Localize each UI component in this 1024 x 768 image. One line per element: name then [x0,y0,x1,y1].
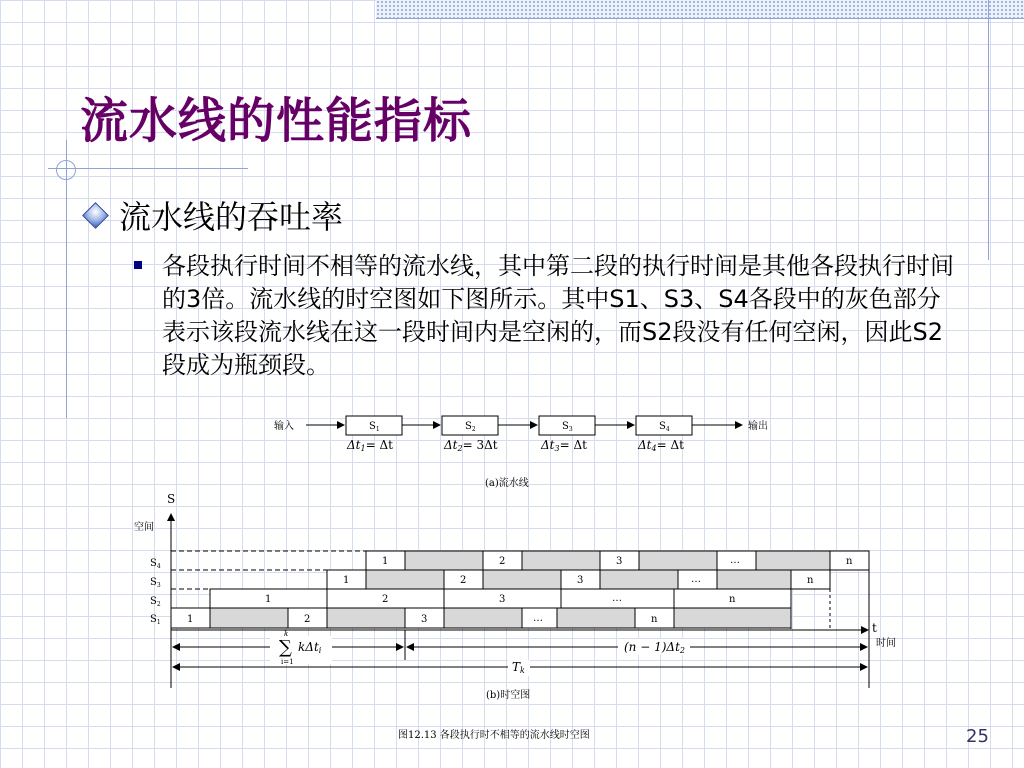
st-task-label: … [730,555,740,566]
st-task-label: n [846,556,853,567]
st-idle-cell [756,551,830,570]
stage-name-s2: $S_2$ [465,421,476,433]
st-idle-cell [210,608,288,628]
st-idle-cell [366,570,444,589]
st-idle-cell [444,608,522,628]
st-task-label: n [729,594,736,605]
st-idle-cell [639,551,717,570]
y-axis-top-label: S [167,492,176,506]
st-task-label: 3 [499,594,506,605]
st-task-label: 1 [382,556,389,567]
stage-name-s3: $S_3$ [562,421,573,433]
x-axis-sub-label: 时间 [876,638,896,649]
sum-sigma: ∑ [279,637,292,658]
sum-label: kΔti [298,640,322,655]
st-task-label: n [651,614,658,625]
stage-time-s1: Δt1= Δt [347,438,393,453]
row-label-s3: $S_3$ [150,577,161,589]
st-idle-cell [674,608,791,628]
st-task-label: … [691,574,701,585]
st-idle-cell [327,608,405,628]
st-task-label: 1 [187,614,194,625]
row-label-s1: $S_1$ [150,614,161,626]
stage-time-s4: Δt4= Δt [638,438,684,453]
st-task-label: 2 [304,614,311,625]
row-label-s2: $S_2$ [150,596,161,608]
st-idle-cell [717,570,791,589]
stage-time-s2: Δt2= 3Δt [444,438,498,453]
st-task-label: 3 [421,614,428,625]
y-axis-label: 空间 [134,522,154,533]
figure-caption: 图12.13 各段执行时不相等的流水线时空图 [398,730,590,741]
sum-top-label: k [284,630,289,638]
stage-name-s4: $S_4$ [659,421,670,433]
st-task-label: 2 [460,575,467,586]
st-task-label: 3 [577,575,584,586]
row-label-s4: $S_4$ [150,558,161,570]
pipeline-caption: (a)流水线 [485,478,529,489]
st-task-label: 1 [343,575,350,586]
st-task-label: 1 [265,594,272,605]
st-idle-cell [405,551,483,570]
x-axis-label: t [872,621,877,635]
bullet-level1-text: 流水线的吞吐率 [119,198,344,236]
spacetime-caption: (b)时空图 [486,690,531,701]
stage-name-s1: $S_1$ [369,421,380,433]
slide-title: 流水线的性能指标 [80,93,473,149]
st-task-label: … [533,613,543,624]
stage-time-s3: Δt3= Δt [541,438,587,453]
sum-bottom-label: i=1 [281,658,294,666]
total-label: Tk [512,660,525,675]
st-idle-cell [600,570,678,589]
st-task-label: n [807,575,814,586]
output-label: 输出 [748,421,768,432]
st-task-label: … [612,593,622,604]
st-task-label: 2 [382,594,389,605]
bullet-level2-text: 各段执行时间不相等的流水线，其中第二段的执行时间是其他各段执行时间的3倍。流水线的时空图如下图所示。其中S1、S3、S4各段中的灰色部分表示该段流水线在这一段时间内是空闲的，而S2段没有任何空闲，因此S2段成为瓶颈段。 [162,252,954,379]
st-task-label: 3 [616,556,623,567]
page-number: 25 [966,726,989,747]
st-task-label: 2 [499,556,506,567]
st-idle-cell [522,551,600,570]
st-idle-cell [557,608,635,628]
n-minus-1-label: (n − 1)Δt2 [624,640,685,655]
input-label: 输入 [274,421,294,432]
st-idle-cell [483,570,561,589]
